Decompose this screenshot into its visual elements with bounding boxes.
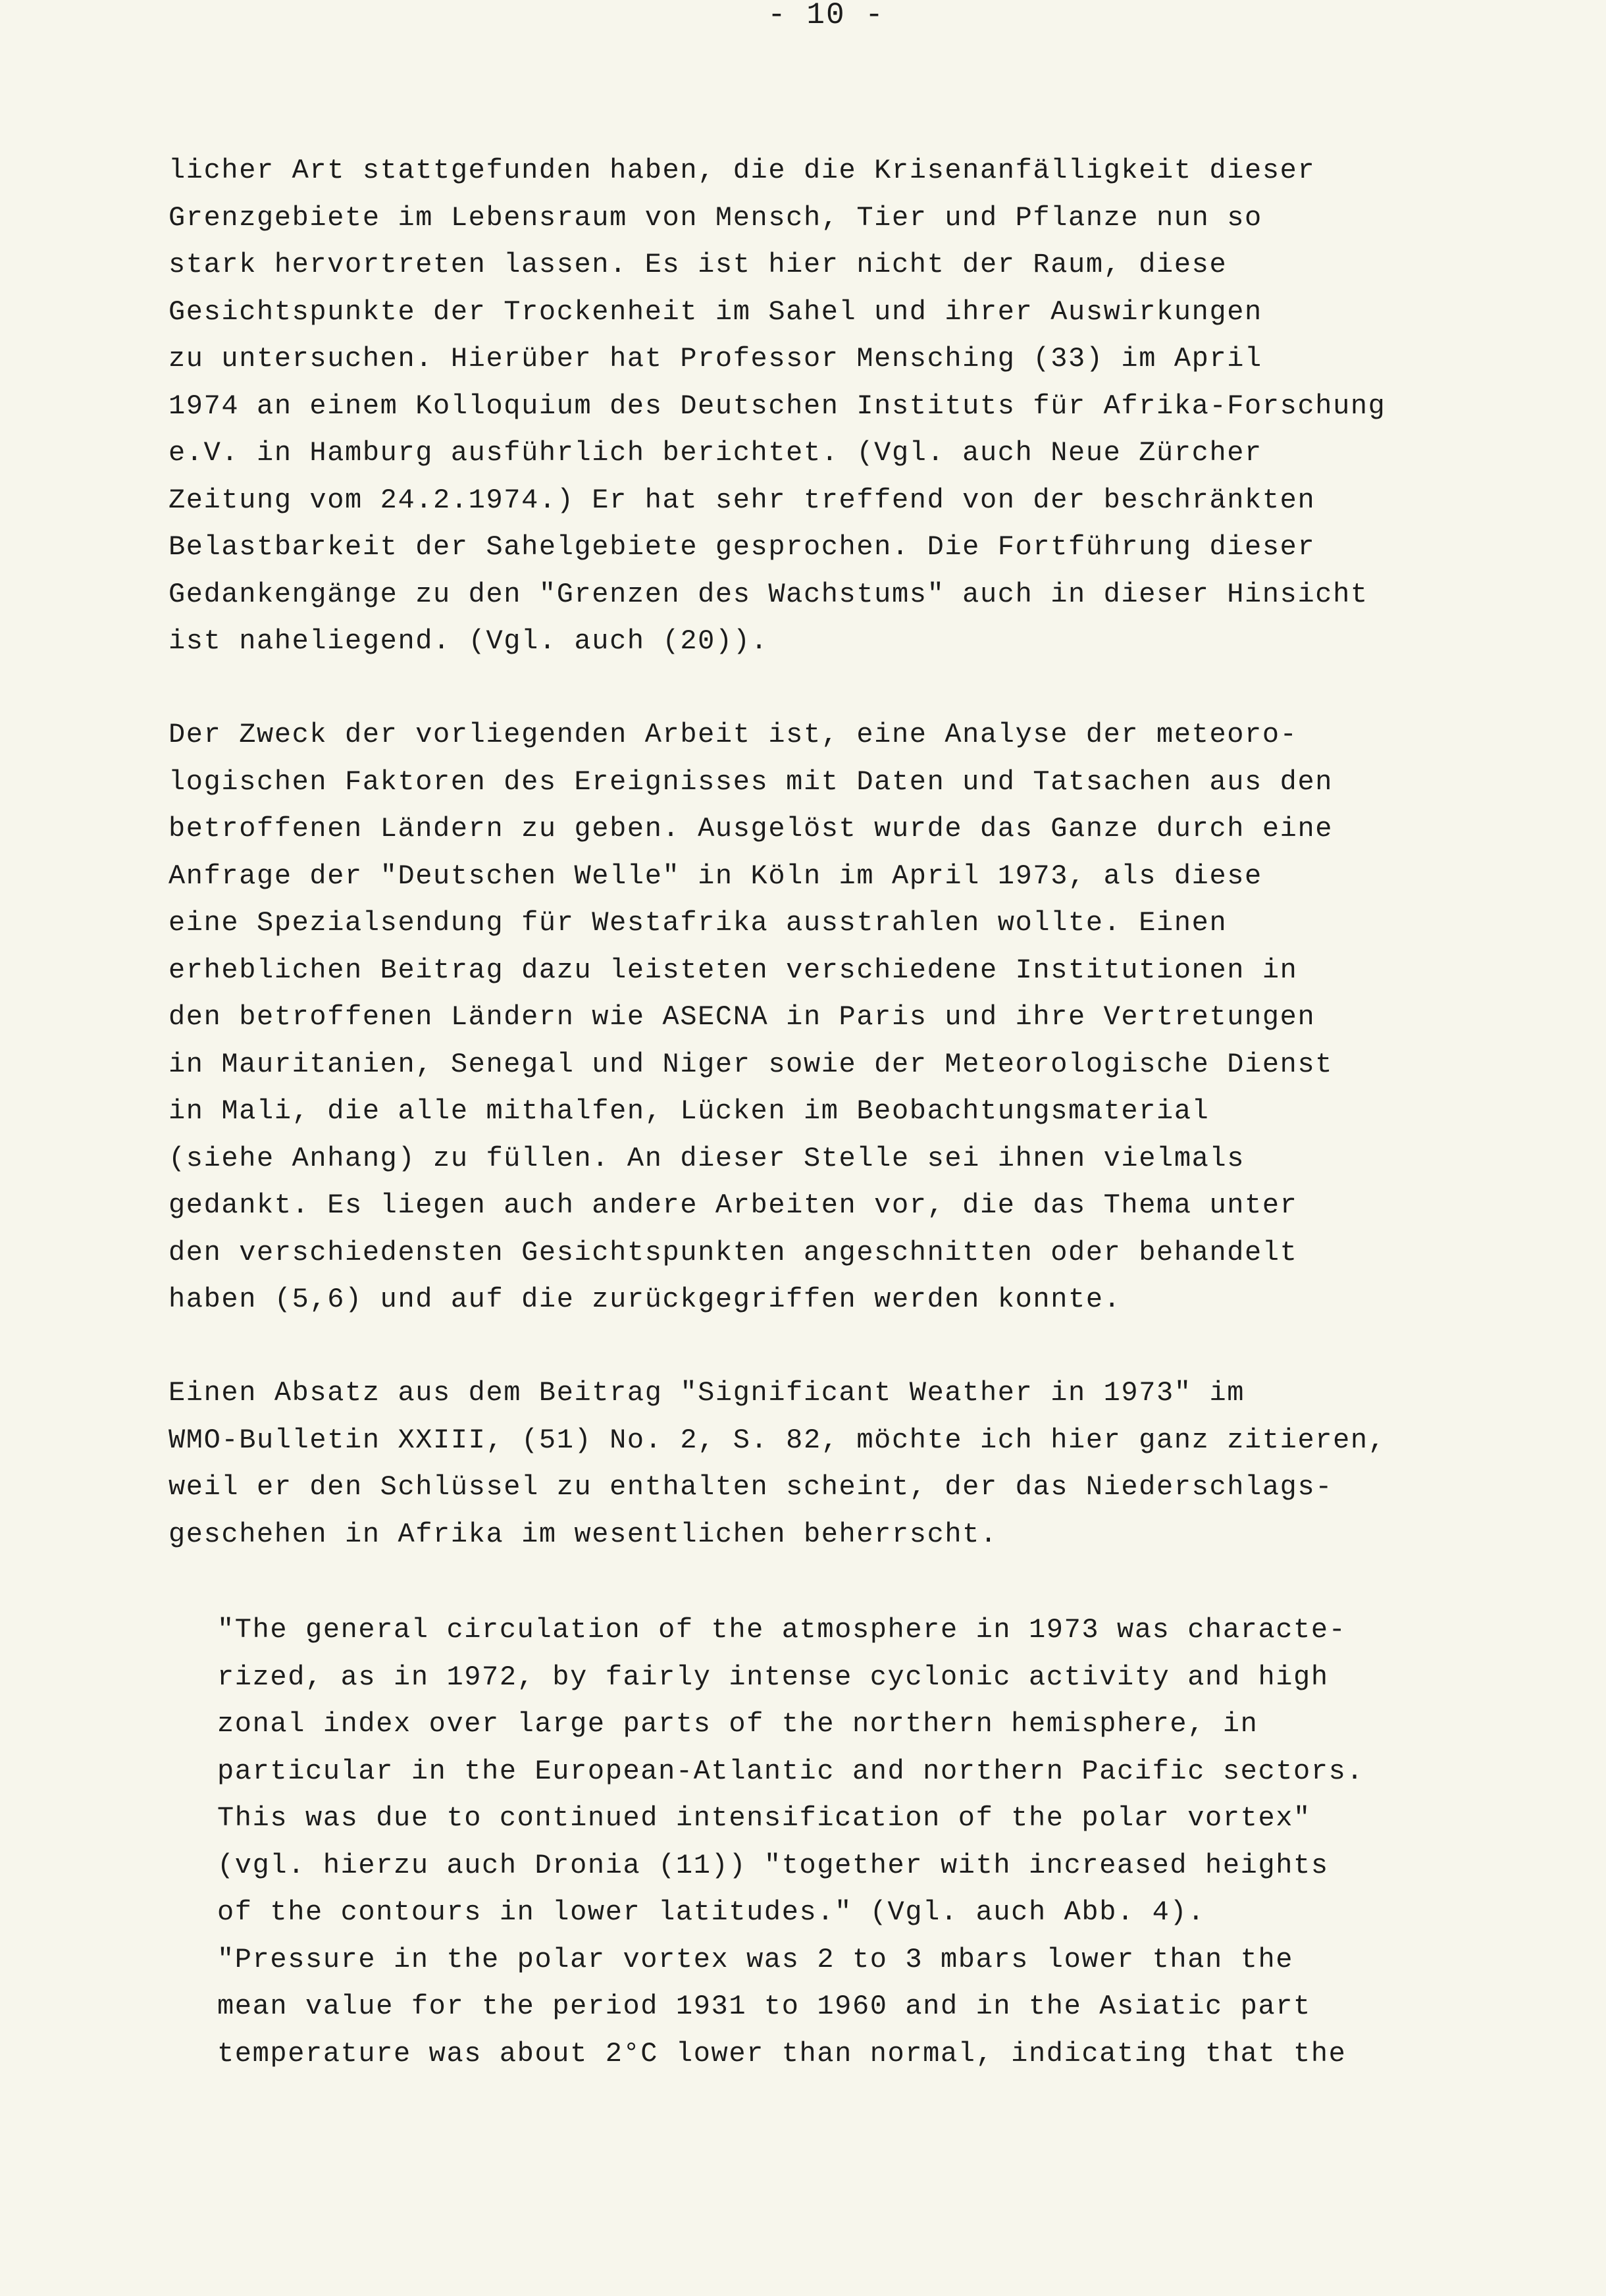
text-line: Belastbarkeit der Sahelgebiete gesprochen. Die Fortführung dieser <box>168 531 1316 563</box>
quote-line: temperature was about 2°C lower than normal, indicating that the <box>217 2037 1347 2070</box>
quote-line: zonal index over large parts of the northern hemisphere, in <box>217 1708 1258 1740</box>
text-line: geschehen in Afrika im wesentlichen beherrscht. <box>168 1518 998 1550</box>
quote-line: mean value for the period 1931 to 1960 and in the Asiatic part <box>217 1991 1311 2022</box>
quote-line: particular in the European-Atlantic and northern Pacific sectors. <box>217 1755 1364 1787</box>
paragraph-3 <box>168 1370 1538 1558</box>
text-line: Einen Absatz aus dem Beitrag "Significant Weather in 1973" im <box>168 1377 1245 1409</box>
quote-line: rized, as in 1972, by fairly intense cyclonic activity and high <box>217 1661 1329 1693</box>
text-line: weil er den Schlüssel zu enthalten scheint, der das Niederschlags- <box>168 1471 1334 1503</box>
text-line: den betroffenen Ländern wie ASECNA in Paris und ihre Vertretungen <box>168 1001 1316 1033</box>
paragraph-2 <box>168 712 1538 1324</box>
text-line: den verschiedensten Gesichtspunkten angeschnitten oder behandelt <box>168 1236 1298 1268</box>
text-line: (siehe Anhang) zu füllen. An dieser Stelle sei ihnen vielmals <box>168 1142 1245 1174</box>
text-line: Der Zweck der vorliegenden Arbeit ist, eine Analyse der meteoro- <box>168 719 1298 750</box>
text-line: gedankt. Es liegen auch andere Arbeiten vor, die das Thema unter <box>168 1189 1298 1221</box>
quote-line: "The general circulation of the atmosphere in 1973 was characte- <box>217 1614 1347 1646</box>
paragraph-1 <box>168 147 1538 665</box>
block-quote <box>217 1607 1540 2077</box>
text-line: haben (5,6) und auf die zurückgegriffen werden konnte. <box>168 1284 1122 1315</box>
text-line: logischen Faktoren des Ereignisses mit Daten und Tatsachen aus den <box>168 766 1334 798</box>
quote-line: (vgl. hierzu auch Dronia (11)) "together with increased heights <box>217 1849 1329 1881</box>
text-line: Gesichtspunkte der Trockenheit im Sahel und ihrer Auswirkungen <box>168 296 1262 328</box>
text-line: erheblichen Beitrag dazu leisteten verschiedene Institutionen in <box>168 954 1298 986</box>
text-line: 1974 an einem Kolloquium des Deutschen Instituts für Afrika-Forschung <box>168 390 1386 422</box>
text-line: zu untersuchen. Hierüber hat Professor Mensching (33) im April <box>168 343 1262 375</box>
text-line: licher Art stattgefunden haben, die die Krisenanfälligkeit dieser <box>168 155 1316 186</box>
text-line: Grenzgebiete im Lebensraum von Mensch, Tier und Pflanze nun so <box>168 201 1262 234</box>
page-number: - 10 - <box>767 0 885 32</box>
quote-line: This was due to continued intensification of the polar vortex" <box>217 1802 1311 1834</box>
text-line: ist naheliegend. (Vgl. auch (20)). <box>168 625 769 657</box>
text-line: Gedankengänge zu den "Grenzen des Wachstums" auch in dieser Hinsicht <box>168 578 1368 610</box>
text-line: Anfrage der "Deutschen Welle" in Köln im April 1973, als diese <box>168 860 1262 892</box>
text-line: eine Spezialsendung für Westafrika ausstrahlen wollte. Einen <box>168 907 1228 939</box>
quote-line: "Pressure in the polar vortex was 2 to 3 mbars lower than the <box>217 1943 1294 1975</box>
text-line: Zeitung vom 24.2.1974.) Er hat sehr treffend von der beschränkten <box>168 484 1316 516</box>
text-line: e.V. in Hamburg ausführlich berichtet. (Vgl. auch Neue Zürcher <box>168 437 1262 469</box>
text-line: stark hervortreten lassen. Es ist hier nicht der Raum, diese <box>168 249 1228 280</box>
text-line: WMO-Bulletin XXIII, (51) No. 2, S. 82, möchte ich hier ganz zitieren, <box>168 1424 1386 1456</box>
text-line: betroffenen Ländern zu geben. Ausgelöst wurde das Ganze durch eine <box>168 813 1334 845</box>
text-line: in Mali, die alle mithalfen, Lücken im Beobachtungsmaterial <box>168 1095 1210 1127</box>
text-line: in Mauritanien, Senegal und Niger sowie der Meteorologische Dienst <box>168 1048 1334 1080</box>
quote-line: of the contours in lower latitudes." (Vgl. auch Abb. 4). <box>217 1896 1206 1928</box>
